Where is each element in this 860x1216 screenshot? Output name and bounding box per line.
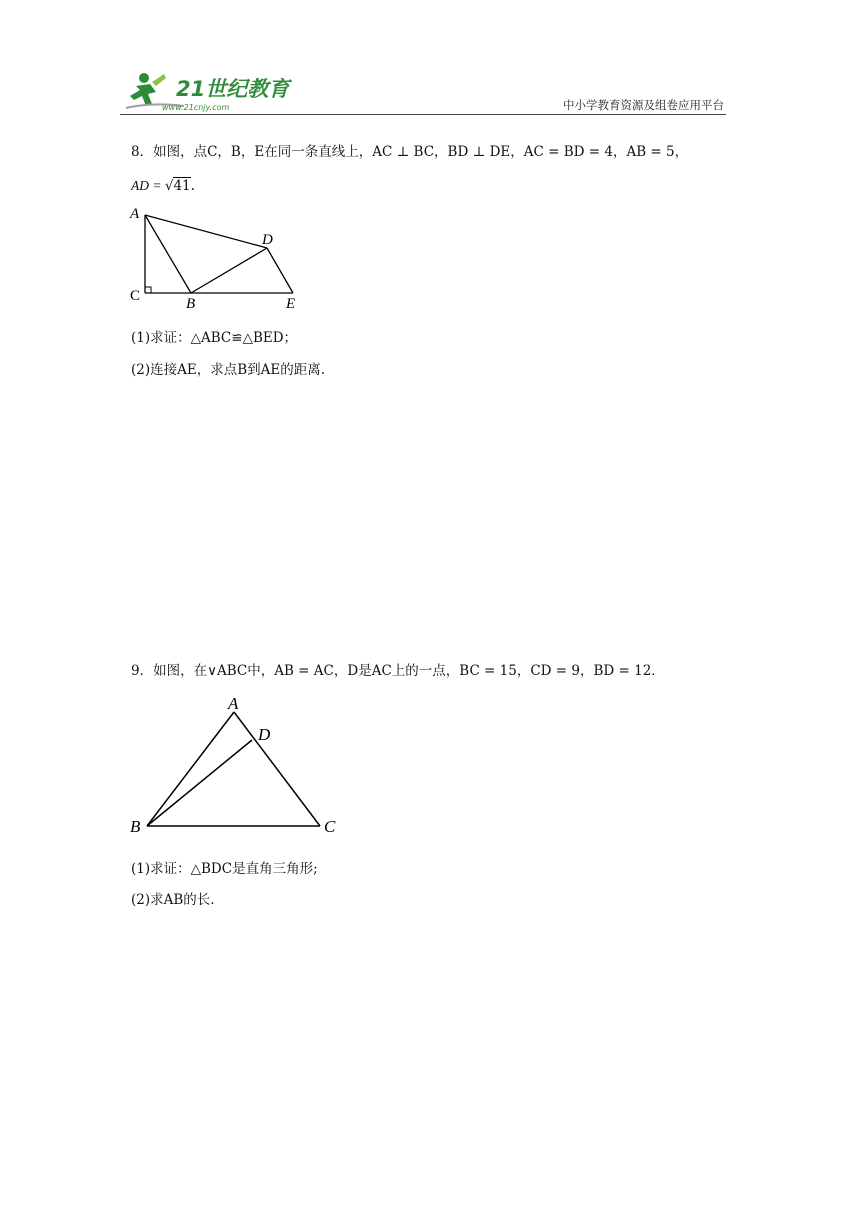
site-logo[interactable] [122, 68, 292, 114]
svg-text:21世纪教育: 21世纪教育 [176, 77, 290, 101]
q8-stem-text: 如图，点C，B，E在同一条直线上，AC ⊥ BC，BD ⊥ DE，AC = BD = 4，AB = 5， [153, 144, 689, 160]
q8-period: . [190, 178, 195, 194]
segment-de [267, 248, 293, 293]
header-divider [120, 114, 726, 115]
q8-number: 8． [131, 144, 154, 160]
q9-figure [128, 690, 348, 840]
q9-number: 9． [131, 663, 154, 679]
segment-bd [147, 740, 252, 826]
label-d: D [262, 232, 273, 248]
sqrt-sign: √ [164, 178, 174, 194]
q9-part1: (1)求证：△BDC是直角三角形; [131, 861, 318, 877]
label-a: A [130, 206, 140, 222]
logo-graphic [122, 68, 292, 114]
q8-stem-line2 [131, 176, 195, 196]
segment-ab [147, 712, 234, 826]
segment-bd [191, 248, 267, 293]
label-b: B [130, 817, 141, 836]
right-angle-mark [145, 287, 151, 293]
q9-stem-text: 如图，在∨ABC中，AB = AC，D是AC上的一点，BC = 15，CD = 9，BD = 12． [153, 663, 665, 679]
label-c: C [324, 817, 336, 836]
segment-ad [145, 215, 267, 248]
header-platform-text: 中小学教育资源及组卷应用平台 [563, 98, 724, 112]
label-d: D [258, 725, 271, 744]
label-b: B [186, 296, 196, 312]
q8-part1: (1)求证：△ABC≌△BED； [131, 330, 298, 346]
q8-figure [128, 204, 308, 314]
label-a: A [228, 694, 239, 713]
segment-ac [234, 712, 320, 826]
q8-part2: (2)连接AE，求点B到AE的距离. [131, 362, 326, 378]
page-header [120, 68, 726, 116]
svg-text:www.21cnjy.com: www.21cnjy.com [162, 103, 230, 112]
q9-stem [131, 661, 665, 681]
q8-ad-eq: AD = [131, 178, 165, 193]
q8-stem-line1 [131, 142, 688, 162]
segment-ab [145, 215, 191, 293]
q8-sqrt-value: 41 [173, 178, 191, 194]
label-e: E [286, 296, 296, 312]
q9-part2: (2)求AB的长. [131, 892, 215, 908]
label-c: C [130, 288, 141, 304]
